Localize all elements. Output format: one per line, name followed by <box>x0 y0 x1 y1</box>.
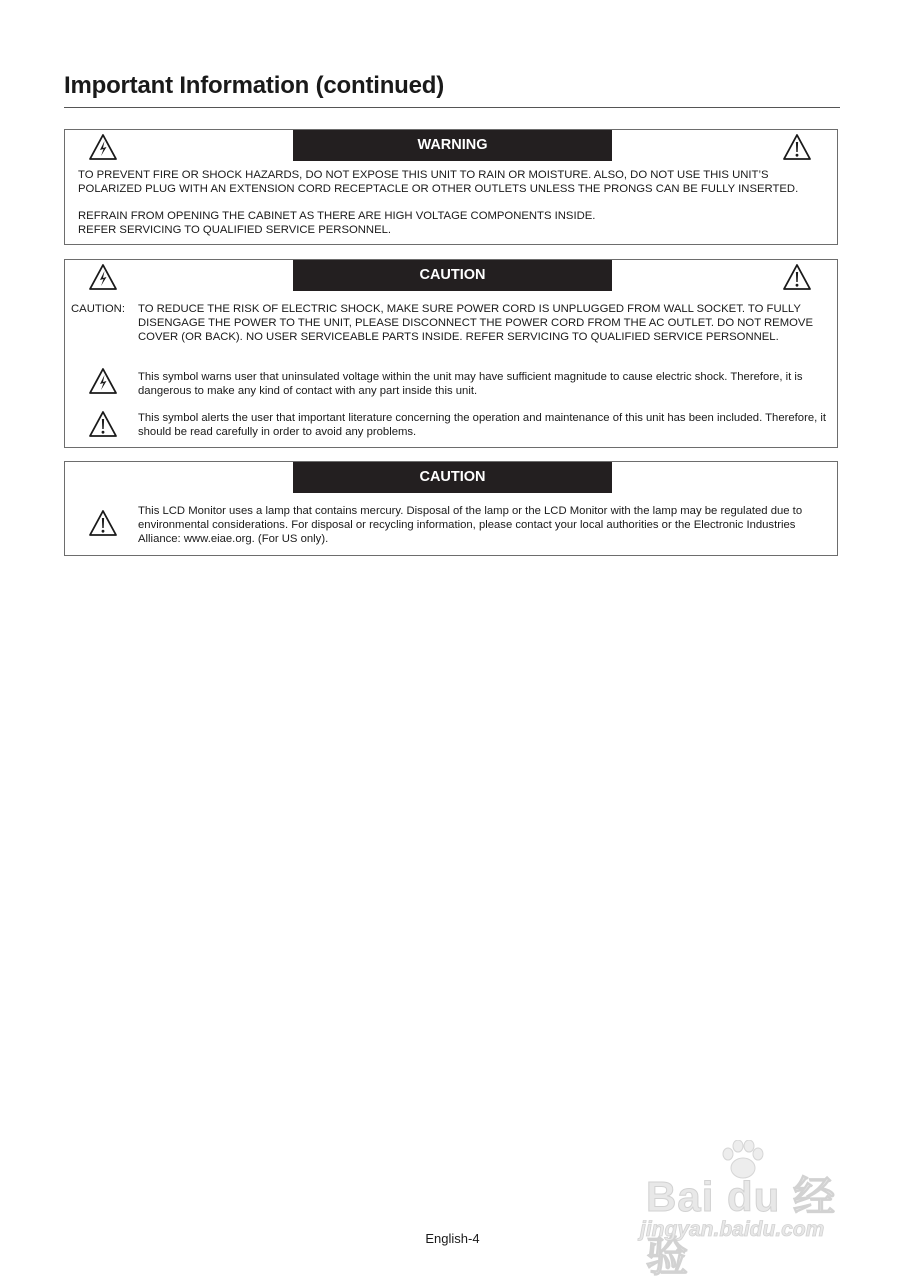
caution-box-mercury <box>64 461 838 556</box>
caution-label: CAUTION: <box>71 303 125 315</box>
caution-main-text: TO REDUCE THE RISK OF ELECTRIC SHOCK, MAKE SURE POWER CORD IS UNPLUGGED FROM WALL SOCKET. TO FULLY DISENGAGE THE POWER TO THE UNIT, PLEASE DISCONNECT THE POWER CORD FROM THE AC OUTLET. DO NOT REMOVE COVER (OR BACK). NO USER SERVICEABLE PARTS INSIDE. REFER SERVICING TO QUALIFIED SERVICE PERSONNEL. <box>138 303 813 343</box>
symbol-alert-description: This symbol alerts the user that important literature concerning the operation and maintenance of this unit has been included. Therefore, it should be read carefully in order to avoid any problems. <box>138 412 827 438</box>
watermark-brand: Bai du 经验 <box>646 1173 837 1280</box>
page-title: Important Information (continued) <box>64 72 445 99</box>
lightning-triangle-icon <box>88 133 118 161</box>
lightning-triangle-icon <box>88 263 118 291</box>
caution-banner: CAUTION <box>293 462 612 493</box>
caution-banner: CAUTION <box>293 260 612 291</box>
mercury-lamp-text: This LCD Monitor uses a lamp that contains mercury. Disposal of the lamp or the LCD Monitor with the lamp may be regulated due to environmental considerations. For disposal or recycling information, please contact your local authorities or the Electronic Industries Alliance: www.eiae.org. (For US only). <box>138 505 803 545</box>
caution-box-shock <box>64 259 838 448</box>
exclamation-triangle-icon <box>88 509 118 537</box>
exclamation-triangle-icon <box>782 133 812 161</box>
symbol-shock-description: This symbol warns user that uninsulated voltage within the unit may have sufficient magnitude to cause electric shock. Therefore, it is dangerous to make any kind of contact with any part inside this unit. <box>138 371 803 397</box>
warning-banner: WARNING <box>293 130 612 161</box>
warning-text-line: REFER SERVICING TO QUALIFIED SERVICE PERSONNEL. <box>78 224 392 236</box>
exclamation-triangle-icon <box>782 263 812 291</box>
lightning-triangle-icon <box>88 367 118 395</box>
page-number: English-4 <box>425 1231 480 1246</box>
warning-text-line: TO PREVENT FIRE OR SHOCK HAZARDS, DO NOT EXPOSE THIS UNIT TO RAIN OR MOISTURE. ALSO, DO NOT USE THIS UNIT’S <box>78 169 769 181</box>
warning-text-line: REFRAIN FROM OPENING THE CABINET AS THERE ARE HIGH VOLTAGE COMPONENTS INSIDE. <box>78 210 596 222</box>
title-divider <box>64 107 840 108</box>
warning-text-line: POLARIZED PLUG WITH AN EXTENSION CORD RECEPTACLE OR OTHER OUTLETS UNLESS THE PRONGS CAN BE FULLY INSERTED. <box>78 183 799 195</box>
watermark-url: jingyan.baidu.com <box>640 1218 825 1241</box>
warning-box <box>64 129 838 245</box>
exclamation-triangle-icon <box>88 410 118 438</box>
